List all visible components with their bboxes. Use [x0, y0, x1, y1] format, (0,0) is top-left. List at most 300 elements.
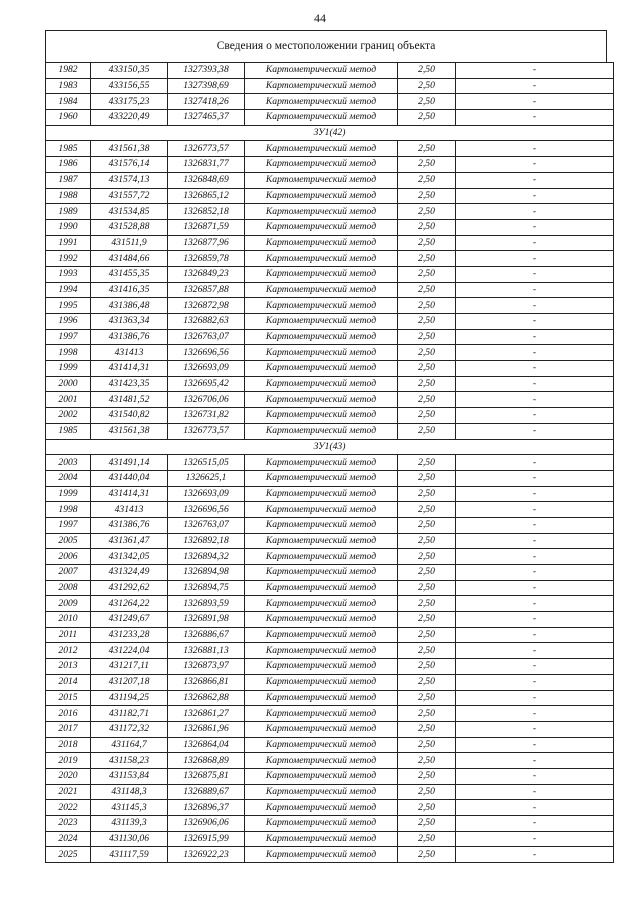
method-cell: Картометрический метод — [245, 753, 398, 769]
x-coordinate-cell: 431145,3 — [91, 800, 168, 816]
table-row — [46, 470, 614, 486]
method-cell: Картометрический метод — [245, 298, 398, 314]
table-row — [46, 376, 614, 392]
method-cell: Картометрический метод — [245, 345, 398, 361]
y-coordinate-cell: 1326861,96 — [168, 721, 245, 737]
y-coordinate-cell: 1326773,57 — [168, 141, 245, 157]
description-cell: - — [456, 141, 614, 157]
description-cell: - — [456, 470, 614, 486]
y-coordinate-cell: 1326893,59 — [168, 596, 245, 612]
boundary-coordinates-table — [45, 62, 614, 863]
x-coordinate-cell: 431117,59 — [91, 847, 168, 863]
method-cell: Картометрический метод — [245, 800, 398, 816]
y-coordinate-cell: 1326696,56 — [168, 502, 245, 518]
method-cell: Картометрический метод — [245, 674, 398, 690]
point-number-cell: 2024 — [46, 831, 91, 847]
table-row — [46, 486, 614, 502]
y-coordinate-cell: 1326515,05 — [168, 455, 245, 471]
x-coordinate-cell: 431217,11 — [91, 659, 168, 675]
y-coordinate-cell: 1326763,07 — [168, 517, 245, 533]
method-cell: Картометрический метод — [245, 596, 398, 612]
description-cell: - — [456, 376, 614, 392]
method-cell: Картометрический метод — [245, 517, 398, 533]
accuracy-cell: 2,50 — [398, 659, 456, 675]
y-coordinate-cell: 1326877,96 — [168, 235, 245, 251]
x-coordinate-cell: 431130,06 — [91, 831, 168, 847]
method-cell: Картометрический метод — [245, 690, 398, 706]
method-cell: Картометрический метод — [245, 172, 398, 188]
point-number-cell: 2002 — [46, 408, 91, 424]
point-number-cell: 1983 — [46, 78, 91, 94]
method-cell: Картометрический метод — [245, 157, 398, 173]
page-number: 44 — [314, 11, 326, 25]
accuracy-cell: 2,50 — [398, 706, 456, 722]
y-coordinate-cell: 1326871,59 — [168, 219, 245, 235]
point-number-cell: 1987 — [46, 172, 91, 188]
method-cell: Картометрический метод — [245, 282, 398, 298]
table-row — [46, 800, 614, 816]
description-cell: - — [456, 157, 614, 173]
point-number-cell: 2018 — [46, 737, 91, 753]
description-cell: - — [456, 314, 614, 330]
method-cell: Картометрический метод — [245, 847, 398, 863]
table-row — [46, 753, 614, 769]
y-coordinate-cell: 1326873,97 — [168, 659, 245, 675]
table-row — [46, 784, 614, 800]
x-coordinate-cell: 433156,55 — [91, 78, 168, 94]
accuracy-cell: 2,50 — [398, 329, 456, 345]
point-number-cell: 2000 — [46, 376, 91, 392]
point-number-cell: 1984 — [46, 94, 91, 110]
y-coordinate-cell: 1326875,81 — [168, 768, 245, 784]
description-cell: - — [456, 674, 614, 690]
table-row — [46, 502, 614, 518]
accuracy-cell: 2,50 — [398, 737, 456, 753]
y-coordinate-cell: 1326862,88 — [168, 690, 245, 706]
y-coordinate-cell: 1326872,98 — [168, 298, 245, 314]
point-number-cell: 2010 — [46, 612, 91, 628]
x-coordinate-cell: 431484,66 — [91, 251, 168, 267]
x-coordinate-cell: 431534,85 — [91, 204, 168, 220]
table-row — [46, 674, 614, 690]
x-coordinate-cell: 431233,28 — [91, 627, 168, 643]
point-number-cell: 2005 — [46, 533, 91, 549]
method-cell: Картометрический метод — [245, 737, 398, 753]
description-cell: - — [456, 721, 614, 737]
x-coordinate-cell: 431139,3 — [91, 816, 168, 832]
y-coordinate-cell: 1326891,98 — [168, 612, 245, 628]
accuracy-cell: 2,50 — [398, 784, 456, 800]
description-cell: - — [456, 612, 614, 628]
description-cell: - — [456, 690, 614, 706]
method-cell: Картометрический метод — [245, 235, 398, 251]
method-cell: Картометрический метод — [245, 565, 398, 581]
description-cell: - — [456, 110, 614, 126]
description-cell: - — [456, 737, 614, 753]
x-coordinate-cell: 431561,38 — [91, 423, 168, 439]
x-coordinate-cell: 431413 — [91, 345, 168, 361]
accuracy-cell: 2,50 — [398, 847, 456, 863]
description-cell: - — [456, 423, 614, 439]
x-coordinate-cell: 431386,76 — [91, 329, 168, 345]
point-number-cell: 1993 — [46, 266, 91, 282]
x-coordinate-cell: 431576,14 — [91, 157, 168, 173]
table-row — [46, 643, 614, 659]
y-coordinate-cell: 1326864,04 — [168, 737, 245, 753]
y-coordinate-cell: 1326894,98 — [168, 565, 245, 581]
accuracy-cell: 2,50 — [398, 63, 456, 79]
accuracy-cell: 2,50 — [398, 204, 456, 220]
table-row — [46, 141, 614, 157]
accuracy-cell: 2,50 — [398, 502, 456, 518]
point-number-cell: 2012 — [46, 643, 91, 659]
y-coordinate-cell: 1326763,07 — [168, 329, 245, 345]
y-coordinate-cell: 1326906,06 — [168, 816, 245, 832]
table-row — [46, 157, 614, 173]
table-row — [46, 94, 614, 110]
point-number-cell: 1995 — [46, 298, 91, 314]
point-number-cell: 1990 — [46, 219, 91, 235]
y-coordinate-cell: 1327393,38 — [168, 63, 245, 79]
method-cell: Картометрический метод — [245, 486, 398, 502]
x-coordinate-cell: 431264,22 — [91, 596, 168, 612]
y-coordinate-cell: 1326695,42 — [168, 376, 245, 392]
accuracy-cell: 2,50 — [398, 172, 456, 188]
x-coordinate-cell: 431528,88 — [91, 219, 168, 235]
x-coordinate-cell: 433150,35 — [91, 63, 168, 79]
accuracy-cell: 2,50 — [398, 643, 456, 659]
description-cell: - — [456, 408, 614, 424]
point-number-cell: 2011 — [46, 627, 91, 643]
method-cell: Картометрический метод — [245, 251, 398, 267]
table-row — [46, 455, 614, 471]
accuracy-cell: 2,50 — [398, 94, 456, 110]
point-number-cell: 2013 — [46, 659, 91, 675]
y-coordinate-cell: 1326894,75 — [168, 580, 245, 596]
x-coordinate-cell: 431324,49 — [91, 565, 168, 581]
method-cell: Картометрический метод — [245, 470, 398, 486]
table-row — [46, 737, 614, 753]
y-coordinate-cell: 1326773,57 — [168, 423, 245, 439]
x-coordinate-cell: 431342,05 — [91, 549, 168, 565]
x-coordinate-cell: 431194,25 — [91, 690, 168, 706]
x-coordinate-cell: 431182,71 — [91, 706, 168, 722]
x-coordinate-cell: 431153,84 — [91, 768, 168, 784]
table-row — [46, 659, 614, 675]
table-row — [46, 361, 614, 377]
x-coordinate-cell: 431292,62 — [91, 580, 168, 596]
table-row — [46, 580, 614, 596]
x-coordinate-cell: 431455,35 — [91, 266, 168, 282]
accuracy-cell: 2,50 — [398, 188, 456, 204]
point-number-cell: 1991 — [46, 235, 91, 251]
point-number-cell: 2006 — [46, 549, 91, 565]
y-coordinate-cell: 1326848,69 — [168, 172, 245, 188]
table-row — [46, 612, 614, 628]
table-row — [46, 423, 614, 439]
description-cell: - — [456, 204, 614, 220]
accuracy-cell: 2,50 — [398, 596, 456, 612]
method-cell: Картометрический метод — [245, 141, 398, 157]
table-row — [46, 78, 614, 94]
accuracy-cell: 2,50 — [398, 314, 456, 330]
accuracy-cell: 2,50 — [398, 580, 456, 596]
x-coordinate-cell: 431386,76 — [91, 517, 168, 533]
point-number-cell: 1985 — [46, 423, 91, 439]
method-cell: Картометрический метод — [245, 549, 398, 565]
x-coordinate-cell: 431416,35 — [91, 282, 168, 298]
table-row — [46, 408, 614, 424]
x-coordinate-cell: 431440,04 — [91, 470, 168, 486]
method-cell: Картометрический метод — [245, 266, 398, 282]
point-number-cell: 1999 — [46, 486, 91, 502]
point-number-cell: 2008 — [46, 580, 91, 596]
table-row — [46, 188, 614, 204]
x-coordinate-cell: 431164,7 — [91, 737, 168, 753]
method-cell: Картометрический метод — [245, 94, 398, 110]
point-number-cell: 2009 — [46, 596, 91, 612]
x-coordinate-cell: 431361,47 — [91, 533, 168, 549]
method-cell: Картометрический метод — [245, 110, 398, 126]
description-cell: - — [456, 847, 614, 863]
point-number-cell: 2023 — [46, 816, 91, 832]
y-coordinate-cell: 1326693,09 — [168, 361, 245, 377]
description-cell: - — [456, 580, 614, 596]
point-number-cell: 1999 — [46, 361, 91, 377]
description-cell: - — [456, 502, 614, 518]
description-cell: - — [456, 188, 614, 204]
accuracy-cell: 2,50 — [398, 800, 456, 816]
accuracy-cell: 2,50 — [398, 78, 456, 94]
x-coordinate-cell: 431481,52 — [91, 392, 168, 408]
table-row — [46, 627, 614, 643]
description-cell: - — [456, 627, 614, 643]
description-cell: - — [456, 659, 614, 675]
y-coordinate-cell: 1327465,37 — [168, 110, 245, 126]
point-number-cell: 2015 — [46, 690, 91, 706]
point-number-cell: 1982 — [46, 63, 91, 79]
description-cell: - — [456, 596, 614, 612]
table-row — [46, 706, 614, 722]
table-row — [46, 219, 614, 235]
point-number-cell: 2022 — [46, 800, 91, 816]
method-cell: Картометрический метод — [245, 627, 398, 643]
description-cell: - — [456, 282, 614, 298]
x-coordinate-cell: 433175,23 — [91, 94, 168, 110]
table-row — [46, 392, 614, 408]
table-row — [46, 565, 614, 581]
accuracy-cell: 2,50 — [398, 753, 456, 769]
method-cell: Картометрический метод — [245, 580, 398, 596]
x-coordinate-cell: 431414,31 — [91, 486, 168, 502]
description-cell: - — [456, 549, 614, 565]
y-coordinate-cell: 1326857,88 — [168, 282, 245, 298]
accuracy-cell: 2,50 — [398, 517, 456, 533]
point-number-cell: 2001 — [46, 392, 91, 408]
y-coordinate-cell: 1326731,82 — [168, 408, 245, 424]
y-coordinate-cell: 1326831,77 — [168, 157, 245, 173]
method-cell: Картометрический метод — [245, 831, 398, 847]
table-row — [46, 329, 614, 345]
y-coordinate-cell: 1326886,67 — [168, 627, 245, 643]
description-cell: - — [456, 392, 614, 408]
point-number-cell: 1996 — [46, 314, 91, 330]
table-header-title: Сведения о местоположении границ объекта — [45, 30, 607, 62]
method-cell: Картометрический метод — [245, 204, 398, 220]
description-cell: - — [456, 63, 614, 79]
accuracy-cell: 2,50 — [398, 345, 456, 361]
point-number-cell: 2017 — [46, 721, 91, 737]
table-row — [46, 282, 614, 298]
y-coordinate-cell: 1326882,63 — [168, 314, 245, 330]
table-row — [46, 172, 614, 188]
method-cell: Картометрический метод — [245, 706, 398, 722]
description-cell: - — [456, 298, 614, 314]
point-number-cell: 1998 — [46, 345, 91, 361]
accuracy-cell: 2,50 — [398, 455, 456, 471]
description-cell: - — [456, 800, 614, 816]
accuracy-cell: 2,50 — [398, 612, 456, 628]
accuracy-cell: 2,50 — [398, 266, 456, 282]
table-row — [46, 721, 614, 737]
y-coordinate-cell: 1326915,99 — [168, 831, 245, 847]
x-coordinate-cell: 431148,3 — [91, 784, 168, 800]
method-cell: Картометрический метод — [245, 188, 398, 204]
section-label: ЗУ1(43) — [46, 439, 614, 455]
y-coordinate-cell: 1326866,81 — [168, 674, 245, 690]
x-coordinate-cell: 431574,13 — [91, 172, 168, 188]
description-cell: - — [456, 235, 614, 251]
accuracy-cell: 2,50 — [398, 376, 456, 392]
accuracy-cell: 2,50 — [398, 361, 456, 377]
point-number-cell: 2019 — [46, 753, 91, 769]
description-cell: - — [456, 706, 614, 722]
table-row — [46, 690, 614, 706]
description-cell: - — [456, 266, 614, 282]
method-cell: Картометрический метод — [245, 502, 398, 518]
table-row — [46, 266, 614, 282]
method-cell: Картометрический метод — [245, 78, 398, 94]
x-coordinate-cell: 433220,49 — [91, 110, 168, 126]
table-row — [46, 816, 614, 832]
description-cell: - — [456, 329, 614, 345]
table-row — [46, 831, 614, 847]
description-cell: - — [456, 753, 614, 769]
section-row — [46, 439, 614, 455]
method-cell: Картометрический метод — [245, 643, 398, 659]
point-number-cell: 2003 — [46, 455, 91, 471]
section-row — [46, 125, 614, 141]
table-row — [46, 517, 614, 533]
accuracy-cell: 2,50 — [398, 110, 456, 126]
accuracy-cell: 2,50 — [398, 721, 456, 737]
description-cell: - — [456, 831, 614, 847]
method-cell: Картометрический метод — [245, 392, 398, 408]
accuracy-cell: 2,50 — [398, 219, 456, 235]
description-cell: - — [456, 219, 614, 235]
x-coordinate-cell: 431158,23 — [91, 753, 168, 769]
y-coordinate-cell: 1326892,18 — [168, 533, 245, 549]
y-coordinate-cell: 1326693,09 — [168, 486, 245, 502]
table-row — [46, 768, 614, 784]
method-cell: Картометрический метод — [245, 329, 398, 345]
y-coordinate-cell: 1326922,23 — [168, 847, 245, 863]
method-cell: Картометрический метод — [245, 768, 398, 784]
point-number-cell: 1989 — [46, 204, 91, 220]
method-cell: Картометрический метод — [245, 455, 398, 471]
accuracy-cell: 2,50 — [398, 486, 456, 502]
method-cell: Картометрический метод — [245, 816, 398, 832]
y-coordinate-cell: 1326894,32 — [168, 549, 245, 565]
y-coordinate-cell: 1326859,78 — [168, 251, 245, 267]
y-coordinate-cell: 1326852,18 — [168, 204, 245, 220]
accuracy-cell: 2,50 — [398, 549, 456, 565]
x-coordinate-cell: 431207,18 — [91, 674, 168, 690]
point-number-cell: 1997 — [46, 517, 91, 533]
method-cell: Картометрический метод — [245, 721, 398, 737]
point-number-cell: 1960 — [46, 110, 91, 126]
table-row — [46, 298, 614, 314]
description-cell: - — [456, 517, 614, 533]
accuracy-cell: 2,50 — [398, 627, 456, 643]
x-coordinate-cell: 431249,67 — [91, 612, 168, 628]
point-number-cell: 1988 — [46, 188, 91, 204]
accuracy-cell: 2,50 — [398, 157, 456, 173]
x-coordinate-cell: 431172,32 — [91, 721, 168, 737]
y-coordinate-cell: 1327398,69 — [168, 78, 245, 94]
point-number-cell: 2021 — [46, 784, 91, 800]
table-row — [46, 235, 614, 251]
y-coordinate-cell: 1326696,56 — [168, 345, 245, 361]
point-number-cell: 1998 — [46, 502, 91, 518]
y-coordinate-cell: 1327418,26 — [168, 94, 245, 110]
table-row — [46, 596, 614, 612]
point-number-cell: 1997 — [46, 329, 91, 345]
accuracy-cell: 2,50 — [398, 674, 456, 690]
description-cell: - — [456, 643, 614, 659]
description-cell: - — [456, 251, 614, 267]
x-coordinate-cell: 431413 — [91, 502, 168, 518]
y-coordinate-cell: 1326889,67 — [168, 784, 245, 800]
accuracy-cell: 2,50 — [398, 831, 456, 847]
x-coordinate-cell: 431557,72 — [91, 188, 168, 204]
table-row — [46, 533, 614, 549]
point-number-cell: 2025 — [46, 847, 91, 863]
accuracy-cell: 2,50 — [398, 251, 456, 267]
y-coordinate-cell: 1326849,23 — [168, 266, 245, 282]
method-cell: Картометрический метод — [245, 784, 398, 800]
method-cell: Картометрический метод — [245, 612, 398, 628]
description-cell: - — [456, 768, 614, 784]
y-coordinate-cell: 1326896,37 — [168, 800, 245, 816]
x-coordinate-cell: 431423,35 — [91, 376, 168, 392]
x-coordinate-cell: 431363,34 — [91, 314, 168, 330]
table-row — [46, 847, 614, 863]
method-cell: Картометрический метод — [245, 408, 398, 424]
table-row — [46, 251, 614, 267]
x-coordinate-cell: 431414,31 — [91, 361, 168, 377]
point-number-cell: 1992 — [46, 251, 91, 267]
x-coordinate-cell: 431224,04 — [91, 643, 168, 659]
description-cell: - — [456, 816, 614, 832]
method-cell: Картометрический метод — [245, 423, 398, 439]
description-cell: - — [456, 533, 614, 549]
point-number-cell: 2004 — [46, 470, 91, 486]
accuracy-cell: 2,50 — [398, 423, 456, 439]
y-coordinate-cell: 1326706,06 — [168, 392, 245, 408]
y-coordinate-cell: 1326861,27 — [168, 706, 245, 722]
point-number-cell: 2014 — [46, 674, 91, 690]
